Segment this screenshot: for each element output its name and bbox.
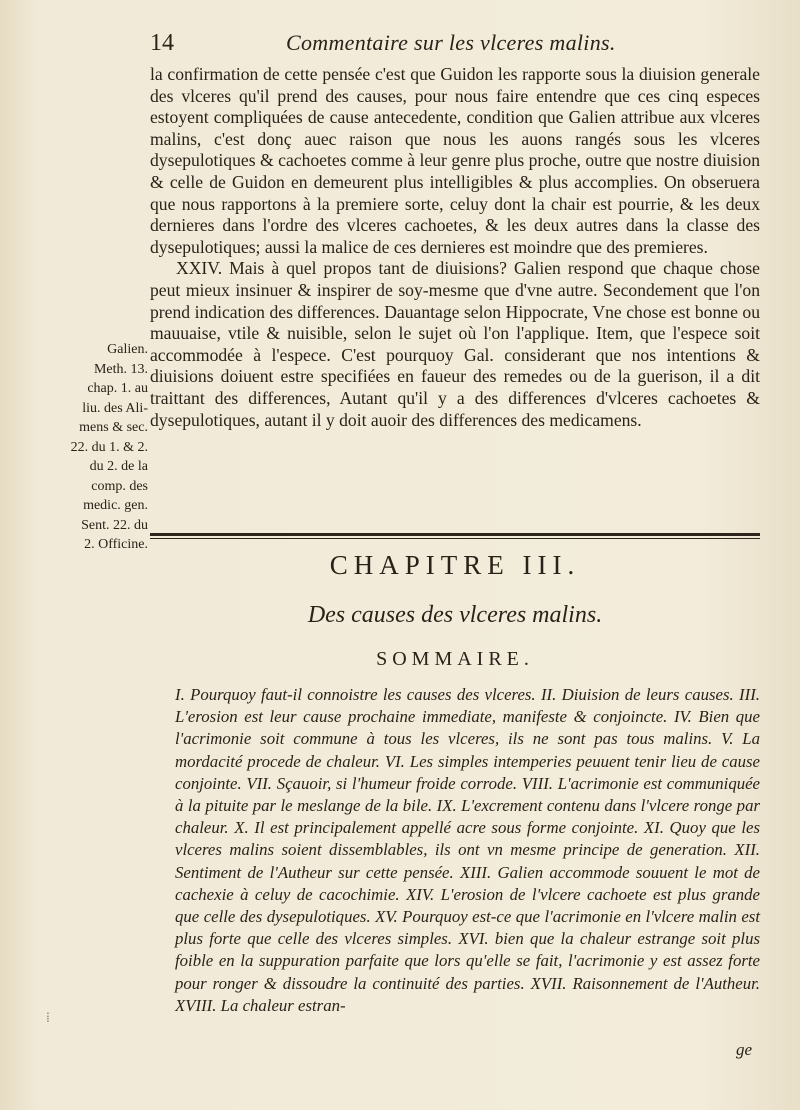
paragraph: la confirmation de cette pensée c'est que Guidon les rapporte sous la diuision generale des vlceres qu'il prend des causes, pour nous faire entendre que ces cinq especes estoyent compliquées de cause antecedente, condition que Galien attribue aux vlceres malins, c'est donç auec raison que nous les auons rangés sous les vlceres dysepulotiques & cachoetes comme à leur genre plus proche, outre que nostre diuision & celle de Guidon en demeurent plus intelligibles & plus accomplies. On obseruera que nous rapportons à la premiere sorte, celuy dont la chair est pourrie, & les deux dernieres dans l'ordre des vlceres cachoetes, & les deux autres dans la classe des dysepulotiques; aussi la malice de ces dernieres est moindre que des premieres. xyxy=(150,64,760,257)
margin-line: Sent. 22. du xyxy=(81,517,148,533)
paragraph: XXIV. Mais à quel propos tant de diuisions? Galien respond que chaque chose peut mieux insinuer & inspirer de soy-mesme que d'vne autre. Secondement que l'on prend indication des differences. Dauantage selon Hippocrate, Vne chose est bonne ou mauuaise, vtile & nuisible, selon le sujet où l'on l'applique. Item, que l'espece soit accommodée à l'espece. C'est pourquoy Gal. considerant que nos intentions & diuisions doiuent estre specifiées en faueur des remedes ou de la guerison, il a dit traittant des differences, Autant qu'il y a des differences d'vlceres cachoetes & dysepulotiques, autant il y doit auoir des differences des medicamens. xyxy=(150,258,760,430)
sommaire-label: SOMMAIRE. xyxy=(376,648,534,670)
page-number: 14 xyxy=(150,30,174,56)
margin-line: comp. des xyxy=(91,478,148,494)
margin-line: medic. gen. xyxy=(83,498,148,513)
margin-line: Galien. xyxy=(107,342,148,357)
page-stain: ⁞ xyxy=(46,1010,50,1026)
margin-line: 22. du 1. & 2. xyxy=(70,439,148,455)
chapter-heading: CHAPITRE III. xyxy=(329,550,581,580)
margin-line: liu. des Ali- xyxy=(82,400,148,416)
running-title: Commentaire sur les vlceres malins. xyxy=(286,30,616,55)
main-text xyxy=(150,64,760,431)
margin-line: mens & sec. xyxy=(79,420,148,435)
catchword: ge xyxy=(736,1040,753,1059)
marginal-note xyxy=(52,340,148,555)
margin-line: chap. 1. au xyxy=(87,381,148,396)
margin-line: 2. Officine. xyxy=(84,537,148,552)
section-divider xyxy=(150,533,760,539)
chapter-summary: I. Pourquoy faut-il connoistre les causes des vlceres. II. Diuision de leurs causes. III. L'erosion est leur cause prochaine immediate, manifeste & conjoincte. IV. Bien que l'acrimonie soit commune à tous les vlceres, ils ne sont pas tous malins. V. La mordacité procede de chaleur. VI. Les simples intemperies peuuent tenir lieu de cause conjointe. VII. Sçauoir, si l'humeur froide corrode. VIII. L'acrimonie est communiquée à la pituite par le meslange de la bile. IX. L'excrement contenu dans l'vlcere ronge par chaleur. X. Il est principalement appellé acre sous forme conjointe. XI. Quoy que les vlceres malins soient dissemblables, ils ont vn mesme principe de generation. XII. Sentiment de l'Autheur sur cette pensée. XIII. Galien accommode souuent le mot de cachexie à celuy de cacochimie. XIV. L'erosion de l'vlcere cachoete est plus grande que celle des dysepulotiques. XV. Pourquoy est-ce que l'acrimonie en l'vlcere malin est plus forte que celle des vlceres simples. XVI. bien que la chaleur estrange soit plus foible en la suppuration parfaite que lors qu'elle se fait, l'acrimonie y est assez forte pour ronger & dissoudre la continuité des parties. XVII. Raisonnement de l'Autheur. XVIII. La chaleur estran- xyxy=(175,685,760,1015)
margin-line: Meth. 13. xyxy=(93,361,148,377)
page-header xyxy=(150,30,770,64)
margin-line: du 2. de la xyxy=(89,459,148,474)
chapter-subtitle: Des causes des vlceres malins. xyxy=(307,602,603,628)
